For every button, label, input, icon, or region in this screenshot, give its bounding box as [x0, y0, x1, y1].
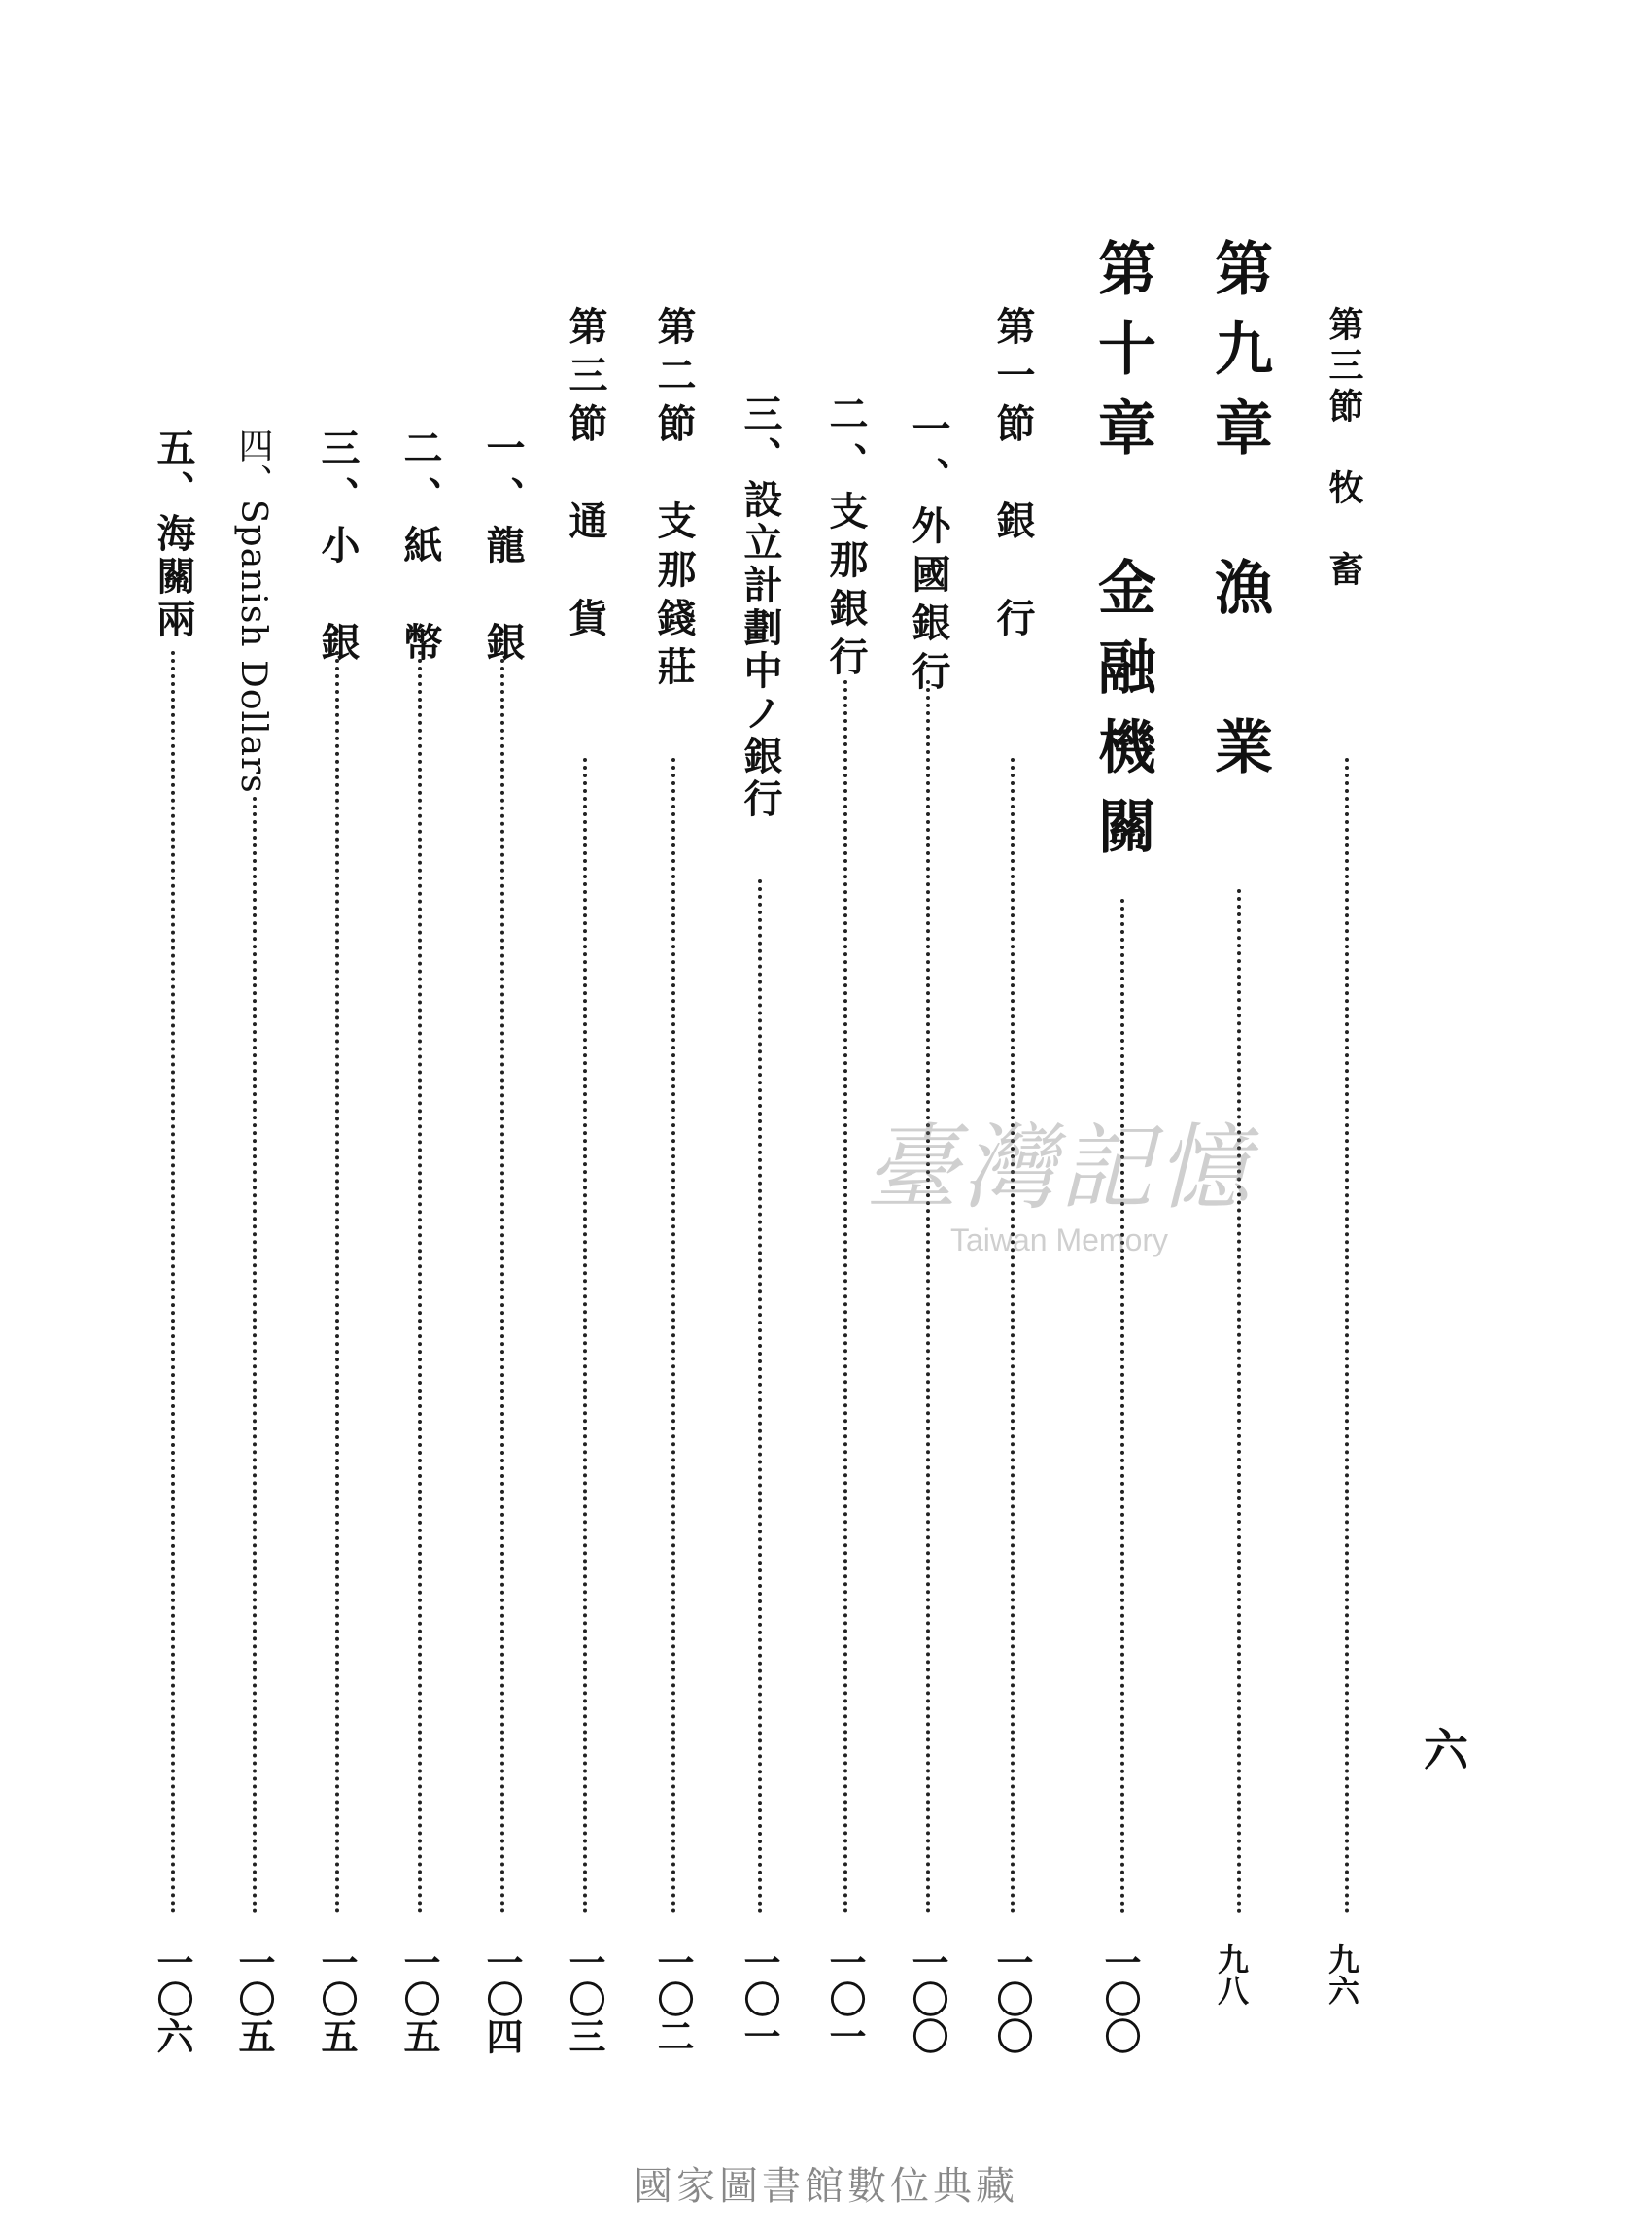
dot-leader: [926, 680, 930, 1914]
folio-page-number: 六: [1424, 1724, 1468, 1776]
toc-page-number: 一〇五: [397, 1943, 441, 2054]
toc-label: 二、紙 幣: [397, 428, 443, 670]
dot-leader: [500, 651, 504, 1914]
toc-label: 第二節 支那錢莊: [651, 306, 697, 695]
dot-leader: [1011, 758, 1015, 1914]
toc-page-number: 一〇五: [232, 1943, 276, 2054]
dot-leader: [583, 758, 587, 1914]
toc-label: 二、支那銀行: [823, 394, 869, 685]
watermark-chinese: 臺灣記憶: [865, 1114, 1254, 1222]
dot-leader: [843, 680, 847, 1914]
toc-label: 三、小 銀: [315, 428, 361, 670]
dot-leader: [1345, 758, 1349, 1914]
toc-label: 五、海關兩: [151, 428, 196, 641]
toc-label: 三、設立計劃中ノ銀行: [738, 394, 783, 821]
toc-page-number: 一〇一: [738, 1943, 781, 2054]
watermark-logo: [816, 1114, 1302, 1258]
toc-page-number: 九八: [1213, 1943, 1250, 2006]
toc-page-number: 一〇三: [563, 1943, 606, 2054]
toc-label: 四、Spanish Dollars: [233, 428, 273, 794]
toc-page-number: 一〇〇: [906, 1943, 949, 2054]
watermark-english: Taiwan Memory: [949, 1221, 1169, 1257]
toc-page-number: 一〇六: [151, 1943, 194, 2054]
toc-page-number: 一〇二: [651, 1943, 695, 2054]
dot-leader: [671, 758, 675, 1914]
toc-page-number: 一〇一: [823, 1943, 867, 2054]
toc-label: 第九章 漁 業: [1205, 238, 1273, 796]
dot-leader: [253, 797, 257, 1914]
toc-page-number: 一〇〇: [1098, 1943, 1142, 2054]
toc-page-number: 一〇五: [315, 1943, 359, 2054]
toc-page-number: 九六: [1324, 1943, 1360, 2006]
dot-leader: [1120, 899, 1124, 1914]
toc-label: 第一節 銀 行: [990, 306, 1036, 646]
toc-label: 一、外國銀行: [906, 408, 951, 700]
dot-leader: [335, 651, 339, 1914]
toc-page-number: 一〇四: [480, 1943, 524, 2054]
toc-label: 第十章 金融機關: [1088, 238, 1156, 876]
dot-leader: [758, 879, 762, 1914]
toc-page-number: 一〇〇: [990, 1943, 1034, 2054]
dot-leader: [418, 651, 422, 1914]
toc-label: 第三節 牧 畜: [1324, 306, 1364, 592]
dot-leader: [1237, 889, 1241, 1914]
footer-caption: 國家圖書館數位典藏: [634, 2164, 1018, 2209]
dot-leader: [171, 651, 175, 1914]
toc-label: 一、龍 銀: [480, 428, 526, 670]
toc-label: 第三節 通 貨: [563, 306, 608, 646]
